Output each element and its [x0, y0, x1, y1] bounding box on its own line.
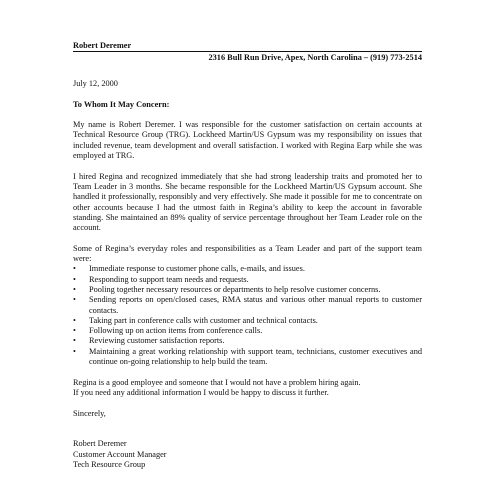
- responsibilities-list: [73, 264, 422, 367]
- bullet-icon: •: [73, 295, 76, 305]
- list-item-text: Pooling together necessary resources or departments to help resolve customer concerns.: [89, 284, 381, 294]
- closing-paragraph-contact: If you need any additional information I would be happy to discuss it further.: [73, 387, 329, 397]
- letter-date: July 12, 2000: [73, 79, 118, 88]
- bullet-icon: •: [73, 315, 76, 325]
- bullet-icon: •: [73, 264, 76, 274]
- letterhead-rule: [73, 51, 422, 52]
- list-item-text: Responding to support team needs and requests.: [89, 274, 249, 284]
- list-item: [73, 326, 422, 336]
- closing-paragraph-rehire: Regina is a good employee and someone that I would not have a problem hiring again.: [73, 377, 361, 387]
- list-item: [73, 316, 422, 326]
- list-item: [73, 347, 422, 368]
- letter-body: [73, 79, 422, 470]
- list-item-text: Taking part in conference calls with customer and technical contacts.: [89, 315, 318, 325]
- bullet-icon: •: [73, 274, 76, 284]
- sign-off: Sincerely,: [73, 408, 106, 418]
- paragraph-intro: My name is Robert Deremer. I was responsible for the customer satisfaction on certain accounts at Technical Resource Group (TRG). Lockheed Martin/US Gypsum was my responsibility on issues that included revenue, team development and overall satisfaction. I worked with Regina Earp while she was employed at TRG.: [73, 120, 422, 161]
- bullet-icon: •: [73, 284, 76, 294]
- signature-title: Customer Account Manager: [73, 449, 167, 459]
- paragraph-roles-intro: Some of Regina’s everyday roles and responsibilities as a Team Leader and part of the support team were:: [73, 243, 422, 264]
- list-item: [73, 295, 422, 316]
- list-item-text: Following up on action items from conference calls.: [89, 326, 263, 336]
- list-item: [73, 275, 422, 285]
- bullet-icon: •: [73, 326, 76, 336]
- letterhead-name: Robert Deremer: [73, 41, 132, 50]
- list-item: [73, 285, 422, 295]
- letterhead: [73, 41, 422, 63]
- bullet-icon: •: [73, 336, 76, 346]
- list-item-text: Sending reports on open/closed cases, RMA status and various other manual reports to customer contacts.: [89, 295, 422, 315]
- list-item-text: Reviewing customer satisfaction reports.: [89, 336, 225, 346]
- list-item-text: Maintaining a great working relationship with support team, technicians, customer executives and continue on-going relationship to help build the team.: [89, 346, 422, 367]
- letterhead-address: 2316 Bull Run Drive, Apex, North Carolina – (919) 773-2514: [208, 53, 422, 62]
- paragraph-hiring: I hired Regina and recognized immediately that she had strong leadership traits and promoted her to Team Leader in 3 months. She became responsible for the Lockheed Martin/US Gypsum account. She handled it professionally, responsibly and very effectively. She made it possible for me to concentrate on other accounts because I had the utmost faith in Regina’s ability to keep the account in favorable standing. She maintained an 89% quality of service percentage throughout her Team Leader role on the account.: [73, 171, 422, 233]
- bullet-icon: •: [73, 346, 76, 356]
- list-item-text: Immediate response to customer phone calls, e-mails, and issues.: [89, 264, 305, 274]
- salutation: To Whom It May Concern:: [73, 99, 170, 109]
- list-item: [73, 336, 422, 346]
- signature-name: Robert Deremer: [73, 439, 127, 449]
- signature-company: Tech Resource Group: [73, 459, 146, 469]
- list-item: [73, 264, 422, 274]
